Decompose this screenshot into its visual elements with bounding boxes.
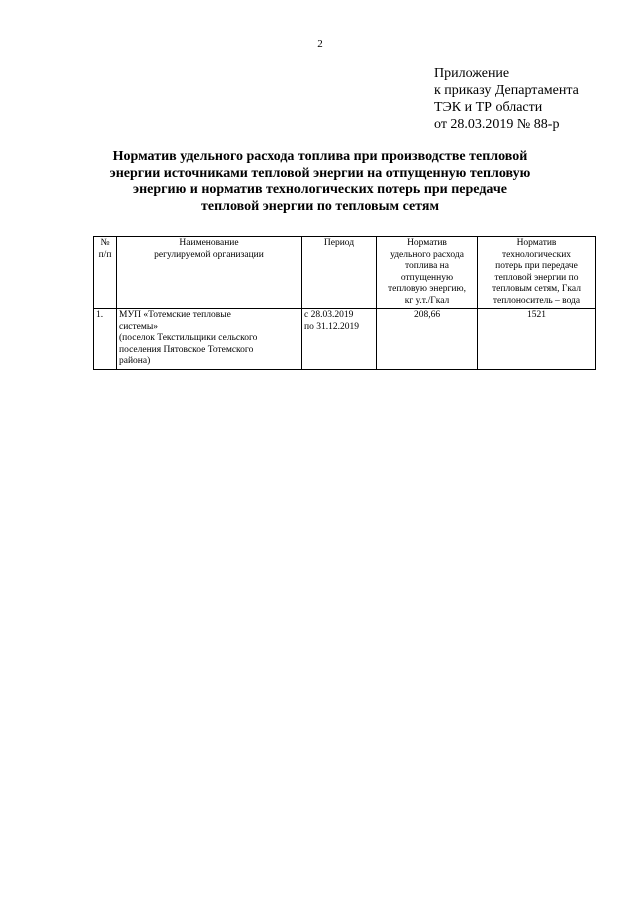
- appendix-block: [434, 65, 634, 133]
- header-line: отпущенную: [400, 272, 454, 283]
- title-line: Норматив удельного расхода топлива при производстве тепловой: [112, 149, 528, 164]
- header-number: [94, 237, 117, 309]
- appendix-line: ТЭК и ТР области: [434, 100, 543, 115]
- document-title: [100, 149, 540, 215]
- org-line: МУП «Тотемские тепловые: [119, 310, 231, 320]
- cell-fuel-norm: 208,66: [377, 309, 478, 370]
- appendix-line: к приказу Департамента: [434, 83, 579, 98]
- header-line: №: [100, 238, 110, 248]
- period-line: по 31.12.2019: [304, 321, 359, 332]
- header-loss-norm: [478, 237, 596, 309]
- header-line: Норматив: [516, 238, 557, 248]
- header-line: п/п: [98, 249, 112, 260]
- norms-table: [93, 236, 596, 370]
- cell-number: 1.: [94, 309, 117, 370]
- header-organization: [117, 237, 302, 309]
- org-line: района): [119, 356, 151, 366]
- header-period: [302, 237, 377, 309]
- org-line: системы»: [119, 321, 159, 332]
- header-line: технологических: [501, 249, 572, 260]
- header-line: удельного расхода: [390, 249, 464, 260]
- title-line: тепловой энергии по тепловым сетям: [201, 198, 439, 214]
- header-line: потерь при передаче: [495, 261, 578, 271]
- cell-period: [302, 309, 377, 370]
- header-line: регулируемой организации: [154, 249, 264, 260]
- title-line: энергии источниками тепловой энергии на отпущенную тепловую: [109, 165, 531, 181]
- header-line: Наименование: [179, 238, 239, 248]
- header-line: тепловым сетям, Гкал: [492, 284, 581, 294]
- table-header-row: [94, 237, 596, 309]
- cell-loss-norm: 1521: [478, 309, 596, 370]
- header-line: топлива на: [405, 261, 449, 271]
- cell-organization: [117, 309, 302, 370]
- page-number: 2: [317, 38, 323, 50]
- org-line: поселения Пятовское Тотемского: [119, 344, 254, 355]
- header-line: кг у.т./Гкал: [404, 295, 450, 306]
- title-line: энергию и норматив технологических потерь при передаче: [133, 182, 507, 197]
- period-line: с 28.03.2019: [304, 310, 354, 320]
- header-line: Период: [323, 238, 355, 248]
- header-line: тепловой энергии по: [494, 272, 579, 283]
- header-line: Норматив: [407, 238, 447, 248]
- header-fuel-norm: [377, 237, 478, 309]
- appendix-line: от 28.03.2019 № 88-р: [434, 117, 560, 132]
- header-line: теплоноситель – вода: [492, 295, 581, 306]
- header-line: тепловую энергию,: [388, 284, 466, 294]
- org-line: (поселок Текстильщики сельского: [119, 333, 258, 343]
- table-row: [94, 309, 596, 370]
- appendix-line: Приложение: [434, 66, 510, 81]
